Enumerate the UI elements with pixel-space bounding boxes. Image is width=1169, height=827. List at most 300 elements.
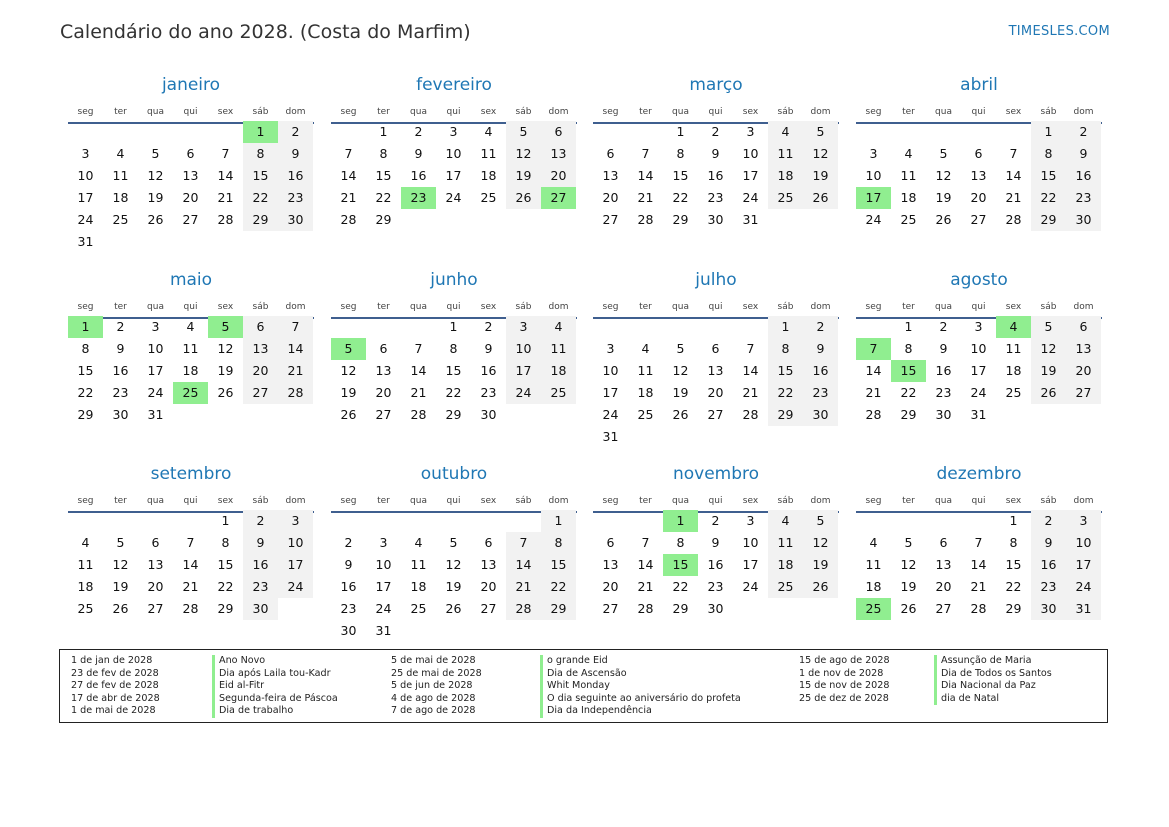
day-cell: 19 — [803, 165, 838, 187]
day-cell: 25 — [637, 407, 654, 422]
day-cell: 6 — [711, 341, 720, 356]
day-cell: 8 — [449, 341, 458, 356]
day-cell: 2 — [1066, 121, 1101, 143]
day-cell: 13 — [935, 557, 952, 572]
day-cell: 18 — [112, 190, 129, 205]
weekday-label: qui — [971, 107, 986, 117]
day-cell: 21 — [742, 385, 759, 400]
day-cell: 24 — [602, 407, 619, 422]
day-cell: 8 — [541, 532, 576, 554]
holiday-date: 5 de mai de 2028 — [391, 655, 476, 666]
holiday-date: 25 de dez de 2028 — [799, 692, 889, 704]
day-cell: 19 — [1031, 360, 1066, 382]
day-cell: 14 — [865, 363, 882, 378]
day-cell: 28 — [637, 212, 654, 227]
holiday-name: Dia após Laila tou-Kadr — [212, 668, 338, 681]
day-cell: 13 — [480, 557, 497, 572]
day-cell: 8 — [379, 146, 388, 161]
day-cell: 9 — [414, 146, 423, 161]
day-cell: 17 — [506, 360, 541, 382]
day-cell: 5 — [803, 510, 838, 532]
day-cell: 12 — [445, 557, 462, 572]
day-cell: 18 — [182, 363, 199, 378]
day-cell: 22 — [1031, 187, 1066, 209]
month-name: janeiro — [161, 75, 221, 95]
holiday-date: 7 de ago de 2028 — [391, 705, 476, 717]
weekday-label: dom — [1073, 302, 1094, 312]
weekday-label: seg — [602, 107, 619, 117]
weekday-label: seg — [340, 496, 357, 506]
weekday-label: seg — [77, 107, 94, 117]
day-cell: 7 — [344, 146, 353, 161]
day-cell: 17 — [970, 363, 987, 378]
weekday-label: qui — [708, 107, 723, 117]
day-cell: 3 — [278, 510, 313, 532]
day-cell: 29 — [900, 407, 917, 422]
day-cell: 7 — [641, 146, 650, 161]
day-cell: 28 — [865, 407, 882, 422]
day-cell: 24 — [865, 212, 882, 227]
month-abril — [856, 75, 1102, 255]
weekday-label: ter — [377, 107, 390, 117]
day-cell: 15 — [1005, 557, 1022, 572]
day-cell: 25 — [480, 190, 497, 205]
weekday-label: dom — [1073, 107, 1094, 117]
day-cell: 4 — [414, 535, 423, 550]
day-cell: 21 — [637, 579, 654, 594]
day-cell: 13 — [182, 168, 199, 183]
day-cell: 11 — [1005, 341, 1022, 356]
day-cell: 6 — [243, 316, 278, 338]
day-cell: 13 — [970, 168, 987, 183]
day-cell: 31 — [602, 429, 619, 444]
day-cell: 10 — [742, 535, 759, 550]
day-cell: 19 — [900, 579, 917, 594]
day-cell: 31 — [970, 407, 987, 422]
weekday-label: sex — [1005, 496, 1022, 506]
day-cell: 26 — [217, 385, 234, 400]
day-cell: 12 — [112, 557, 129, 572]
day-cell: 7 — [506, 532, 541, 554]
day-cell: 17 — [742, 557, 759, 572]
day-cell: 4 — [768, 510, 803, 532]
weekday-label: seg — [77, 302, 94, 312]
day-cell: 9 — [1031, 532, 1066, 554]
day-cell: 5 — [116, 535, 125, 550]
holiday-name: Dia da Independência — [540, 705, 741, 718]
day-cell: 10 — [1066, 532, 1101, 554]
day-cell: 29 — [375, 212, 392, 227]
weekday-label: qua — [935, 107, 952, 117]
day-cell: 6 — [151, 535, 160, 550]
holiday-day-cell: 1 — [243, 121, 278, 143]
day-cell: 21 — [865, 385, 882, 400]
month-novembro — [593, 464, 839, 644]
day-cell: 1 — [768, 316, 803, 338]
day-cell: 7 — [221, 146, 230, 161]
weekday-label: sex — [1005, 302, 1022, 312]
day-cell: 30 — [707, 601, 724, 616]
month-outubro — [331, 464, 577, 644]
day-cell: 13 — [1066, 338, 1101, 360]
day-cell: 20 — [935, 579, 952, 594]
day-cell: 21 — [182, 579, 199, 594]
day-cell: 2 — [116, 319, 125, 334]
holiday-day-cell: 1 — [68, 316, 103, 338]
day-cell: 2 — [243, 510, 278, 532]
day-cell: 22 — [243, 187, 278, 209]
weekday-label: ter — [902, 302, 915, 312]
day-cell: 16 — [1031, 554, 1066, 576]
month-name: setembro — [150, 464, 232, 484]
day-cell: 3 — [869, 146, 878, 161]
day-cell: 8 — [1031, 143, 1066, 165]
day-cell: 4 — [869, 535, 878, 550]
day-cell: 10 — [742, 146, 759, 161]
day-cell: 24 — [147, 385, 164, 400]
day-cell: 23 — [1066, 187, 1101, 209]
weekday-label: sáb — [515, 302, 532, 312]
holiday-names-column — [934, 655, 1052, 705]
weekday-label: seg — [340, 302, 357, 312]
day-cell: 15 — [375, 168, 392, 183]
day-cell: 22 — [672, 579, 689, 594]
weekday-label: dom — [810, 302, 831, 312]
holiday-name: o grande Eid — [540, 655, 741, 668]
day-cell: 13 — [243, 338, 278, 360]
day-cell: 29 — [541, 598, 576, 620]
day-cell: 20 — [1066, 360, 1101, 382]
day-cell: 21 — [340, 190, 357, 205]
day-cell: 28 — [340, 212, 357, 227]
weekday-label: qui — [183, 107, 198, 117]
day-cell: 24 — [77, 212, 94, 227]
day-cell: 28 — [637, 601, 654, 616]
day-cell: 3 — [746, 513, 755, 528]
weekday-label: sex — [742, 107, 759, 117]
weekday-label: sex — [480, 302, 497, 312]
weekday-label: qua — [147, 302, 164, 312]
day-cell: 3 — [506, 316, 541, 338]
weekday-label: qua — [935, 496, 952, 506]
holiday-date: 25 de mai de 2028 — [391, 667, 482, 679]
weekday-label: ter — [114, 302, 127, 312]
month-maio — [68, 270, 314, 450]
day-cell: 20 — [541, 165, 576, 187]
holiday-name: Dia de Ascensão — [540, 668, 741, 681]
weekday-label: seg — [865, 302, 882, 312]
day-cell: 26 — [445, 601, 462, 616]
day-cell: 3 — [449, 124, 458, 139]
day-cell: 22 — [768, 382, 803, 404]
day-cell: 4 — [641, 341, 650, 356]
weekday-label: ter — [377, 496, 390, 506]
weekday-label: qui — [971, 496, 986, 506]
day-cell: 1 — [221, 513, 230, 528]
day-cell: 3 — [81, 146, 90, 161]
day-cell: 5 — [506, 121, 541, 143]
day-cell: 7 — [414, 341, 423, 356]
day-cell: 28 — [742, 407, 759, 422]
day-cell: 5 — [676, 341, 685, 356]
day-cell: 21 — [506, 576, 541, 598]
weekday-label: sex — [1005, 107, 1022, 117]
day-cell: 22 — [541, 576, 576, 598]
day-cell: 30 — [935, 407, 952, 422]
holiday-dates-column — [391, 655, 482, 718]
day-cell: 23 — [278, 187, 313, 209]
day-cell: 18 — [480, 168, 497, 183]
weekday-label: qua — [410, 496, 427, 506]
month-fevereiro — [331, 75, 577, 255]
day-cell: 19 — [217, 363, 234, 378]
day-cell: 20 — [602, 190, 619, 205]
day-cell: 11 — [182, 341, 199, 356]
day-cell: 21 — [970, 579, 987, 594]
weekday-label: qui — [971, 302, 986, 312]
weekday-label: dom — [1073, 496, 1094, 506]
day-cell: 25 — [1005, 385, 1022, 400]
day-cell: 27 — [147, 601, 164, 616]
day-cell: 3 — [151, 319, 160, 334]
holiday-date: 23 de fev de 2028 — [71, 667, 159, 679]
weekday-label: sáb — [515, 107, 532, 117]
day-cell: 21 — [1005, 190, 1022, 205]
day-cell: 2 — [278, 121, 313, 143]
weekday-label: qui — [446, 107, 461, 117]
weekday-label: sáb — [1040, 496, 1057, 506]
day-cell: 3 — [746, 124, 755, 139]
day-cell: 15 — [1031, 165, 1066, 187]
weekday-label: sáb — [777, 496, 794, 506]
day-cell: 22 — [1005, 579, 1022, 594]
day-cell: 22 — [445, 385, 462, 400]
holiday-day-cell: 25 — [856, 598, 891, 620]
day-cell: 16 — [243, 554, 278, 576]
day-cell: 11 — [410, 557, 427, 572]
day-cell: 6 — [186, 146, 195, 161]
month-name: novembro — [672, 464, 760, 484]
day-cell: 31 — [147, 407, 164, 422]
weekday-label: sáb — [777, 107, 794, 117]
day-cell: 10 — [77, 168, 94, 183]
holiday-day-cell: 5 — [331, 338, 366, 360]
day-cell: 4 — [768, 121, 803, 143]
day-cell: 28 — [1005, 212, 1022, 227]
day-cell: 27 — [602, 601, 619, 616]
day-cell: 12 — [935, 168, 952, 183]
day-cell: 7 — [974, 535, 983, 550]
day-cell: 24 — [375, 601, 392, 616]
day-cell: 15 — [77, 363, 94, 378]
day-cell: 8 — [81, 341, 90, 356]
weekday-label: sex — [217, 302, 234, 312]
day-cell: 16 — [480, 363, 497, 378]
weekday-label: dom — [548, 107, 569, 117]
day-cell: 5 — [1031, 316, 1066, 338]
day-cell: 18 — [1005, 363, 1022, 378]
day-cell: 18 — [410, 579, 427, 594]
day-cell: 9 — [711, 146, 720, 161]
day-cell: 30 — [480, 407, 497, 422]
site-link[interactable]: TIMESLES.COM — [1008, 24, 1110, 39]
day-cell: 24 — [742, 190, 759, 205]
day-cell: 15 — [768, 360, 803, 382]
day-cell: 8 — [676, 146, 685, 161]
day-cell: 13 — [707, 363, 724, 378]
day-cell: 27 — [970, 212, 987, 227]
day-cell: 16 — [410, 168, 427, 183]
day-cell: 22 — [672, 190, 689, 205]
weekday-label: qui — [446, 302, 461, 312]
day-cell: 31 — [742, 212, 759, 227]
holiday-day-cell: 17 — [856, 187, 891, 209]
month-name: maio — [169, 270, 213, 290]
day-cell: 31 — [1066, 598, 1101, 620]
weekday-label: seg — [602, 496, 619, 506]
day-cell: 27 — [1066, 382, 1101, 404]
day-cell: 29 — [445, 407, 462, 422]
day-cell: 3 — [974, 319, 983, 334]
day-cell: 26 — [900, 601, 917, 616]
day-cell: 16 — [1066, 165, 1101, 187]
day-cell: 31 — [375, 623, 392, 638]
day-cell: 11 — [112, 168, 129, 183]
day-cell: 10 — [278, 532, 313, 554]
holiday-names-column — [212, 655, 338, 718]
day-cell: 4 — [541, 316, 576, 338]
weekday-label: seg — [865, 107, 882, 117]
holiday-day-cell: 23 — [401, 187, 436, 209]
holiday-dates-column — [71, 655, 160, 718]
day-cell: 8 — [243, 143, 278, 165]
day-cell: 20 — [602, 579, 619, 594]
holiday-date: 15 de nov de 2028 — [799, 680, 890, 692]
weekday-label: ter — [639, 302, 652, 312]
holiday-name: Assunção de Maria — [934, 655, 1052, 668]
day-cell: 24 — [1066, 576, 1101, 598]
day-cell: 12 — [803, 143, 838, 165]
day-cell: 10 — [375, 557, 392, 572]
day-cell: 6 — [606, 535, 615, 550]
day-cell: 5 — [449, 535, 458, 550]
day-cell: 19 — [112, 579, 129, 594]
day-cell: 12 — [147, 168, 164, 183]
day-cell: 8 — [676, 535, 685, 550]
day-cell: 25 — [77, 601, 94, 616]
day-cell: 9 — [278, 143, 313, 165]
day-cell: 11 — [768, 532, 803, 554]
holiday-dates-column — [799, 655, 890, 705]
day-cell: 10 — [147, 341, 164, 356]
day-cell: 6 — [484, 535, 493, 550]
day-cell: 9 — [344, 557, 353, 572]
day-cell: 10 — [506, 338, 541, 360]
day-cell: 8 — [768, 338, 803, 360]
day-cell: 27 — [375, 407, 392, 422]
day-cell: 2 — [803, 316, 838, 338]
day-cell: 14 — [970, 557, 987, 572]
day-cell: 7 — [1009, 146, 1018, 161]
day-cell: 1 — [676, 124, 685, 139]
day-cell: 12 — [672, 363, 689, 378]
month-janeiro — [68, 75, 314, 255]
weekday-label: ter — [902, 107, 915, 117]
day-cell: 28 — [217, 212, 234, 227]
day-cell: 9 — [484, 341, 493, 356]
day-cell: 9 — [116, 341, 125, 356]
day-cell: 16 — [278, 165, 313, 187]
day-cell: 14 — [340, 168, 357, 183]
day-cell: 26 — [340, 407, 357, 422]
weekday-label: qua — [410, 302, 427, 312]
weekday-label: qua — [672, 496, 689, 506]
day-cell: 17 — [742, 168, 759, 183]
holiday-date: 1 de nov de 2028 — [799, 667, 884, 679]
holiday-date: 1 de jan de 2028 — [71, 655, 153, 666]
day-cell: 25 — [410, 601, 427, 616]
day-cell: 11 — [541, 338, 576, 360]
day-cell: 16 — [707, 168, 724, 183]
day-cell: 17 — [445, 168, 462, 183]
day-cell: 26 — [147, 212, 164, 227]
day-cell: 13 — [602, 168, 619, 183]
month-junho — [331, 270, 577, 450]
holiday-date: 4 de ago de 2028 — [391, 692, 476, 704]
weekday-label: qua — [672, 302, 689, 312]
day-cell: 24 — [506, 382, 541, 404]
weekday-label: qua — [672, 107, 689, 117]
weekday-label: sáb — [1040, 302, 1057, 312]
day-cell: 12 — [1031, 338, 1066, 360]
day-cell: 30 — [1066, 209, 1101, 231]
weekday-label: ter — [902, 496, 915, 506]
month-name: junho — [430, 270, 478, 290]
day-cell: 21 — [278, 360, 313, 382]
day-cell: 26 — [803, 187, 838, 209]
day-cell: 22 — [77, 385, 94, 400]
holiday-name: Dia de Todos os Santos — [934, 668, 1052, 681]
weekday-label: sáb — [777, 302, 794, 312]
weekday-label: sex — [742, 496, 759, 506]
day-cell: 14 — [742, 363, 759, 378]
day-cell: 18 — [541, 360, 576, 382]
day-cell: 23 — [935, 385, 952, 400]
weekday-label: sáb — [252, 496, 269, 506]
day-cell: 5 — [939, 146, 948, 161]
day-cell: 5 — [904, 535, 913, 550]
day-cell: 23 — [707, 579, 724, 594]
month-name: abril — [960, 75, 998, 95]
day-cell: 6 — [974, 146, 983, 161]
weekday-label: ter — [377, 302, 390, 312]
day-cell: 20 — [707, 385, 724, 400]
day-cell: 10 — [865, 168, 882, 183]
weekday-label: sáb — [1040, 107, 1057, 117]
day-cell: 26 — [935, 212, 952, 227]
day-cell: 18 — [768, 554, 803, 576]
day-cell: 30 — [803, 404, 838, 426]
day-cell: 2 — [484, 319, 493, 334]
day-cell: 1 — [1031, 121, 1066, 143]
day-cell: 4 — [186, 319, 195, 334]
month-dezembro — [856, 464, 1102, 644]
holidays-legend — [59, 649, 1108, 723]
day-cell: 23 — [707, 190, 724, 205]
day-cell: 10 — [970, 341, 987, 356]
holiday-day-cell: 5 — [208, 316, 243, 338]
day-cell: 19 — [506, 165, 541, 187]
